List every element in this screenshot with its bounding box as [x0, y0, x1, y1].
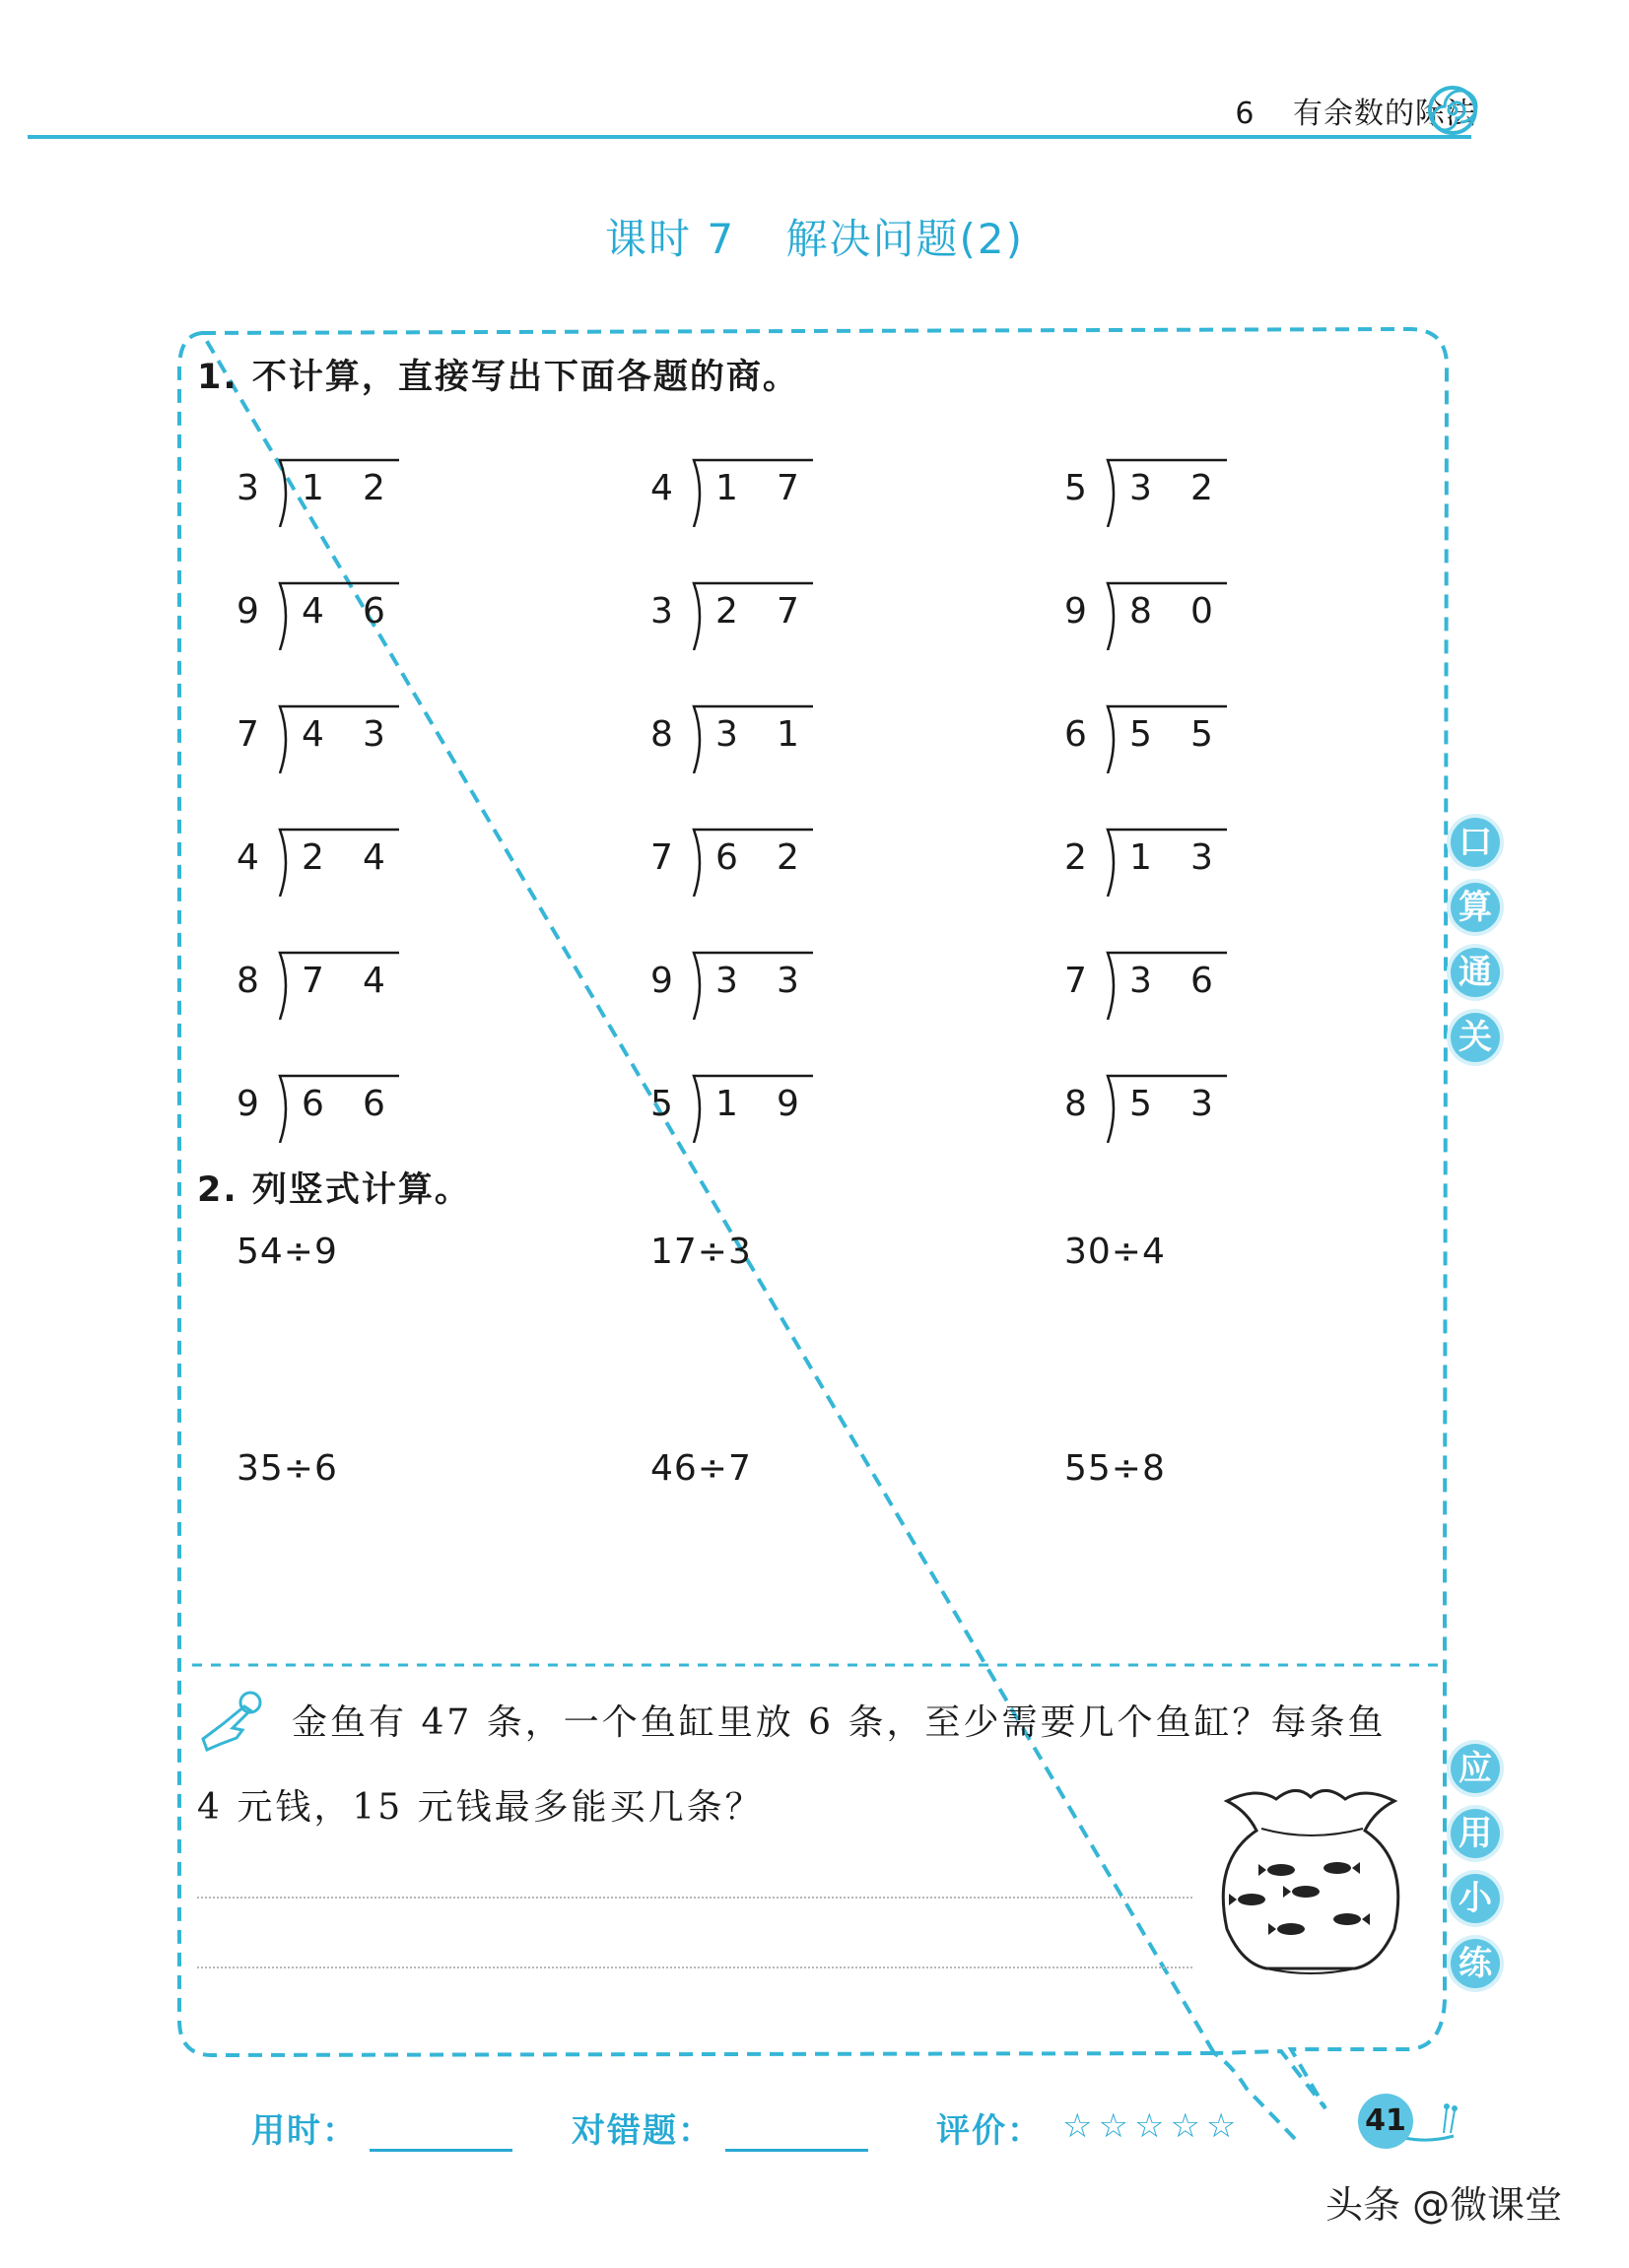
long-division-item: [650, 704, 848, 773]
word-problem-line1: 金鱼有 47 条，一个鱼缸里放 6 条，至少需要几个鱼缸？每条鱼: [292, 1702, 1387, 1743]
dividend-digit: 1: [302, 468, 324, 508]
tab-char: 口: [1451, 818, 1500, 867]
calc-item: 55÷8: [1064, 1448, 1166, 1489]
time-label: 用时：: [251, 2111, 358, 2151]
long-division-item: [237, 458, 434, 527]
errors-label: 对错题：: [572, 2111, 713, 2151]
long-division-item: [237, 704, 434, 773]
long-division-item: [650, 828, 848, 897]
calc-item: 30÷4: [1064, 1232, 1166, 1272]
dividend-digit: 3: [363, 714, 385, 755]
page-number: 41: [1358, 2094, 1413, 2149]
dividend-digit: 5: [1129, 714, 1152, 755]
answer-line: [197, 1967, 1192, 1968]
dividend-digit: 1: [715, 468, 738, 508]
dividend-digit: 1: [715, 1084, 738, 1124]
divisor: 4: [237, 837, 259, 878]
dividend-digit: 6: [302, 1084, 324, 1124]
dividend-digit: 4: [363, 961, 385, 1001]
answer-line: [197, 1897, 1192, 1899]
tab-char: 算: [1451, 883, 1500, 932]
dividend-digit: 6: [363, 591, 385, 632]
divisor: 8: [1064, 1084, 1087, 1124]
chapter-title: 有余数的除法: [1293, 97, 1476, 131]
long-division-item: [1064, 704, 1261, 773]
section2-title: 2. 列竖式计算。: [197, 1170, 471, 1210]
side-tab-mental-math: [1451, 818, 1510, 1078]
divisor: 9: [237, 591, 259, 632]
dividend-digit: 3: [715, 961, 738, 1001]
tab-char: 关: [1451, 1013, 1500, 1062]
long-division-item: [650, 458, 848, 527]
dividend-digit: 2: [363, 468, 385, 508]
tab-char: 小: [1451, 1874, 1500, 1923]
dividend-digit: 6: [715, 837, 738, 878]
divisor: 7: [1064, 961, 1087, 1001]
long-division-item: [1064, 581, 1261, 650]
calc-item: 35÷6: [237, 1448, 338, 1489]
tab-char: 通: [1451, 948, 1500, 997]
tab-char: 应: [1451, 1744, 1500, 1793]
long-division-item: [650, 581, 848, 650]
divisor: 9: [237, 1084, 259, 1124]
dividend-digit: 7: [302, 961, 324, 1001]
divisor: 5: [1064, 468, 1087, 508]
divisor: 8: [650, 714, 673, 755]
dividend-digit: 3: [715, 714, 738, 755]
header-rule: [28, 135, 1471, 139]
pointing-hand-icon: [193, 1685, 272, 1754]
dividend-digit: 7: [777, 468, 799, 508]
tab-char: 用: [1451, 1809, 1500, 1858]
dividend-digit: 0: [1190, 591, 1213, 632]
long-division-item: [1064, 458, 1261, 527]
long-division-item: [650, 951, 848, 1020]
long-division-item: [237, 951, 434, 1020]
fishbowl-illustration: [1207, 1781, 1414, 1988]
dividend-digit: 6: [1190, 961, 1213, 1001]
dividend-digit: 4: [302, 714, 324, 755]
divisor: 6: [1064, 714, 1087, 755]
time-field: [251, 2103, 512, 2152]
dividend-digit: 3: [1190, 837, 1213, 878]
divisor: 9: [1064, 591, 1087, 632]
spiral-icon: [1427, 85, 1478, 136]
divisor: 8: [237, 961, 259, 1001]
divisor: 4: [650, 468, 673, 508]
dividend-digit: 4: [363, 837, 385, 878]
dividend-digit: 3: [1129, 961, 1152, 1001]
dividend-digit: 2: [1190, 468, 1213, 508]
lesson-title: [0, 207, 1629, 266]
side-tab-application: [1451, 1744, 1510, 2004]
word-problem-line2: 4 元钱，15 元钱最多能买几条？: [197, 1787, 764, 1828]
long-division-item: [650, 1074, 848, 1143]
divisor: 7: [237, 714, 259, 755]
divisor: 3: [237, 468, 259, 508]
dividend-digit: 7: [777, 591, 799, 632]
dividend-digit: 8: [1129, 591, 1152, 632]
dividend-digit: 3: [777, 961, 799, 1001]
divisor: 2: [1064, 837, 1087, 878]
tab-char: 练: [1451, 1939, 1500, 1988]
dividend-digit: 2: [715, 591, 738, 632]
long-division-item: [1064, 1074, 1261, 1143]
divisor: 5: [650, 1084, 673, 1124]
dividend-digit: 4: [302, 591, 324, 632]
dividend-digit: 2: [302, 837, 324, 878]
watermark: 头条 @微课堂: [1325, 2183, 1563, 2227]
time-blank: [370, 2119, 512, 2152]
calc-item: 17÷3: [650, 1232, 752, 1272]
dividend-digit: 1: [777, 714, 799, 755]
lesson-label: 课时 7: [605, 215, 736, 263]
errors-field: [572, 2103, 868, 2152]
calc-item: 46÷7: [650, 1448, 752, 1489]
long-division-item: [237, 828, 434, 897]
dividend-digit: 2: [777, 837, 799, 878]
dividend-digit: 1: [1129, 837, 1152, 878]
errors-blank: [725, 2119, 868, 2152]
divisor: 3: [650, 591, 673, 632]
dividend-digit: 3: [1190, 1084, 1213, 1124]
divisor: 7: [650, 837, 673, 878]
long-division-item: [237, 581, 434, 650]
rating-stars: ☆☆☆☆☆: [1062, 2106, 1243, 2146]
lesson-name: 解决问题(2): [785, 215, 1024, 263]
section1-title: 1. 不计算，直接写出下面各题的商。: [197, 358, 799, 397]
long-division-item: [237, 1074, 434, 1143]
dividend-digit: 9: [777, 1084, 799, 1124]
rating-label: 评价：: [936, 2111, 1043, 2151]
dividend-digit: 5: [1129, 1084, 1152, 1124]
chapter-number: 6: [1235, 97, 1256, 131]
dividend-digit: 3: [1129, 468, 1152, 508]
calc-item: 54÷9: [237, 1232, 338, 1272]
divisor: 9: [650, 961, 673, 1001]
long-division-item: [1064, 828, 1261, 897]
dividend-digit: 6: [363, 1084, 385, 1124]
dividend-digit: 5: [1190, 714, 1213, 755]
long-division-item: [1064, 951, 1261, 1020]
